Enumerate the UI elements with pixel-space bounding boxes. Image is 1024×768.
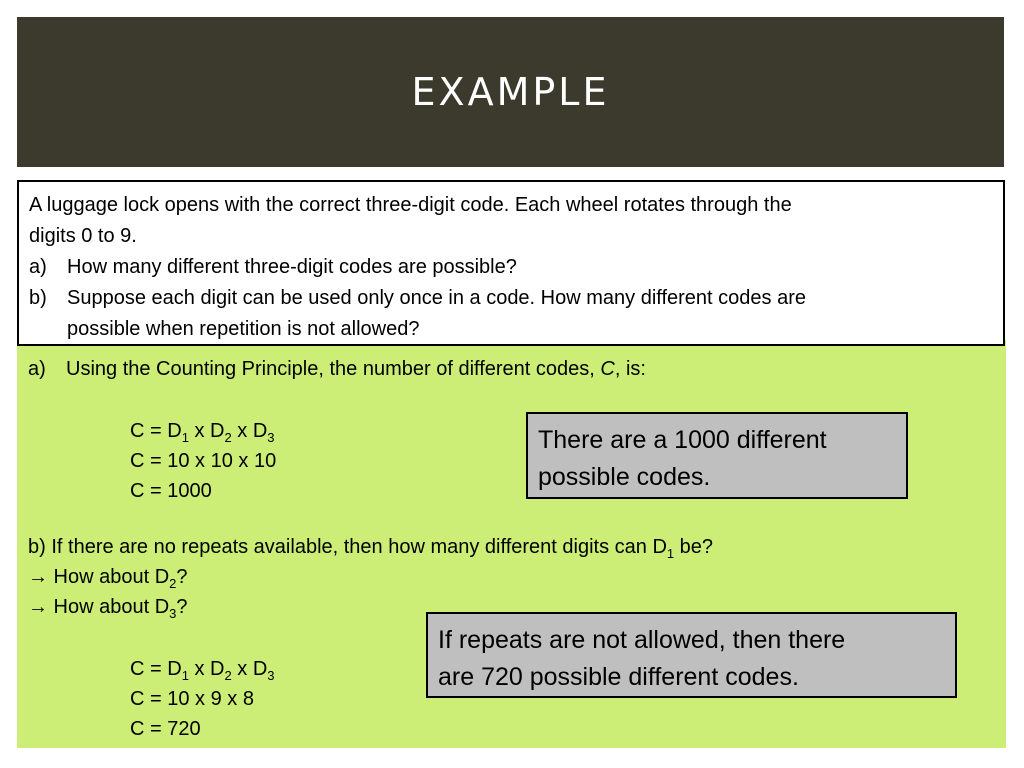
question-box bbox=[17, 180, 1005, 346]
question-item-text-cont: possible when repetition is not allowed? bbox=[67, 318, 420, 340]
solution-a-equation-1: $C = D_1$ x $D_2$ x $D_3$ bbox=[130, 420, 275, 445]
question-intro-line1: A luggage lock opens with the correct three-digit code. Each wheel rotates through the bbox=[29, 194, 792, 216]
arrow-right-icon: → bbox=[28, 596, 48, 618]
question-item-text: How many different three-digit codes are possible? bbox=[67, 256, 517, 278]
solution-a-marker: a) bbox=[28, 358, 46, 380]
solution-a-heading: a) Using the Counting Principle, the number of different codes, C, is: bbox=[28, 354, 646, 384]
solution-b-equation-3: C = 720 bbox=[130, 718, 201, 740]
solution-b-equation-2: C = 10 x 9 x 8 bbox=[130, 688, 254, 710]
question-item-marker: a) bbox=[29, 256, 47, 278]
callout-b-line1: If repeats are not allowed, then there bbox=[438, 626, 846, 654]
callout-a-line1: There are a 1000 different bbox=[538, 426, 827, 454]
solution-b-hint-d3: → How about $D_3$? bbox=[28, 596, 188, 621]
variable-c: C bbox=[600, 358, 615, 380]
title-bar bbox=[17, 17, 1004, 167]
callout-answer-b bbox=[426, 612, 957, 698]
question-item-text: Suppose each digit can be used only once in a code. How many different codes are bbox=[67, 287, 806, 309]
question-item-b bbox=[29, 283, 993, 345]
callout-a-line2: possible codes. bbox=[538, 463, 711, 491]
question-item-marker: b) bbox=[29, 287, 47, 309]
callout-b-line2: are 720 possible different codes. bbox=[438, 663, 799, 691]
callout-answer-a bbox=[526, 412, 908, 499]
question-item-a bbox=[29, 252, 993, 283]
solution-a-equation-2: C = 10 x 10 x 10 bbox=[130, 450, 277, 472]
question-intro-line2: digits 0 to 9. bbox=[29, 225, 137, 247]
solution-b-equation-1: $C = D_1$ x $D_2$ x $D_3$ bbox=[130, 658, 275, 683]
slide-title: EXAMPLE bbox=[411, 70, 610, 114]
arrow-right-icon: → bbox=[28, 566, 48, 588]
solution-b-question: b) If there are no repeats available, then how many different digits can $D_1$ be? bbox=[28, 536, 714, 561]
solution-b-hint-d2: → How about $D_2$? bbox=[28, 566, 188, 591]
solution-a-equation-3: C = 1000 bbox=[130, 480, 212, 502]
